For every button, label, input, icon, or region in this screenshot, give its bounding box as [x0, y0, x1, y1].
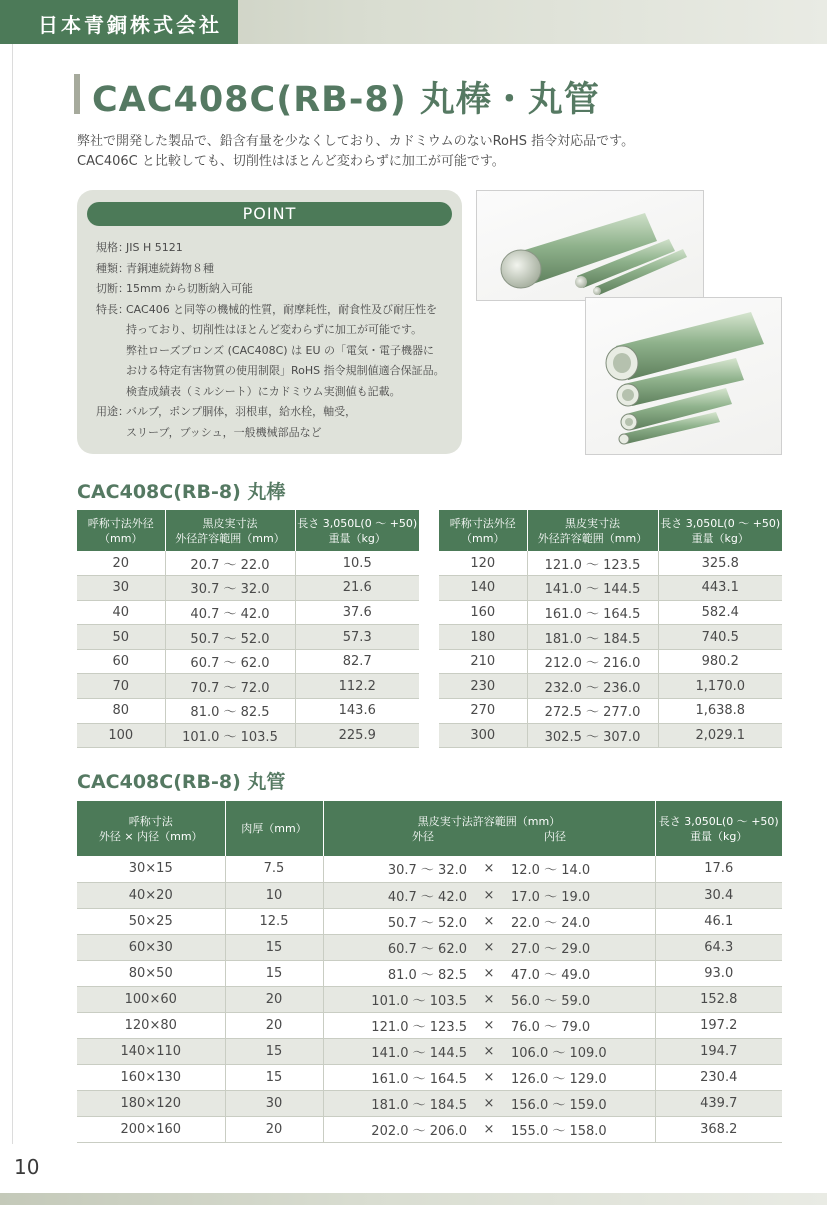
cell-od-range: 40.7 ～ 42.0: [387, 889, 467, 905]
cell-nominal-od: 30: [77, 576, 165, 601]
point-row: [96, 279, 456, 300]
col-actual-od-range: 黒皮実寸法 外径許容範囲（mm）: [165, 510, 295, 551]
point-row: [96, 402, 456, 423]
pipe-table: [77, 801, 782, 1143]
cell-weight: 112.2: [295, 674, 419, 699]
cell-nominal-size: 140×110: [77, 1038, 225, 1064]
table-row: [77, 960, 782, 986]
cell-id-range: 56.0 ～ 59.0: [511, 993, 591, 1009]
cell-od-range: 181.0 ～ 184.5: [371, 1097, 467, 1113]
bar-table-left: [77, 510, 419, 748]
intro-text: [77, 132, 777, 172]
point-row: [96, 341, 456, 362]
point-row: [96, 259, 456, 280]
point-row-label: [96, 423, 126, 444]
cell-weight: 37.6: [295, 600, 419, 625]
cell-weight: 443.1: [658, 576, 782, 601]
point-row: [96, 238, 456, 259]
table-row: [439, 600, 782, 625]
point-row-label: [96, 341, 126, 362]
cell-nominal-size: 80×50: [77, 960, 225, 986]
cell-od-range: 212.0 ～ 216.0: [527, 649, 658, 674]
cell-id-range: 47.0 ～ 49.0: [511, 967, 591, 983]
cell-weight: 10.5: [295, 551, 419, 576]
company-name: 日本青銅株式会社: [38, 13, 222, 37]
bronze-pipes-image: [586, 298, 782, 455]
cell-nominal-size: 120×80: [77, 1012, 225, 1038]
page-title: CAC408C(RB-8) 丸棒・丸管: [92, 80, 600, 120]
cell-tolerance-range: [323, 1012, 655, 1038]
point-row-text: 青銅連続鋳物８種: [126, 261, 214, 275]
cell-tolerance-range: [323, 1090, 655, 1116]
cell-weight: 17.6: [655, 856, 782, 882]
cell-od-range: 50.7 ～ 52.0: [165, 625, 295, 650]
cell-nominal-size: 160×130: [77, 1064, 225, 1090]
cell-wall: 20: [225, 1012, 323, 1038]
table-row: [77, 1090, 782, 1116]
cell-id-range: 17.0 ～ 19.0: [511, 889, 591, 905]
cell-id-range: 126.0 ～ 129.0: [511, 1071, 607, 1087]
table-row: [77, 1116, 782, 1142]
point-row-label: 規格：: [96, 241, 129, 254]
cell-wall: 30: [225, 1090, 323, 1116]
cell-tolerance-range: [323, 1038, 655, 1064]
point-row-text: 検査成績表（ミルシート）にカドミウム実測値も記載。: [126, 384, 401, 398]
point-row-text: CAC406 と同等の機械的性質，耐摩耗性，耐食性及び耐圧性を: [126, 302, 438, 316]
bar-table-left-header: [77, 510, 419, 551]
point-row-label: 種類：: [96, 261, 129, 275]
cell-wall: 7.5: [225, 856, 323, 882]
table-row: [439, 674, 782, 699]
cell-tolerance-range: [323, 882, 655, 908]
cell-nominal-od: 140: [439, 576, 527, 601]
cell-nominal-size: 180×120: [77, 1090, 225, 1116]
cell-nominal-od: 100: [77, 723, 165, 748]
point-row: [96, 300, 456, 321]
cell-od-range: 60.7 ～ 62.0: [165, 649, 295, 674]
point-row-label: 特長：: [96, 302, 129, 316]
cell-times: ×: [483, 887, 495, 903]
cell-od-range: 141.0 ～ 144.5: [371, 1045, 467, 1061]
point-row-text: 弊社ローズブロンズ (CAC408C) は EU の「電気・電子機器に: [126, 343, 435, 357]
cell-nominal-od: 20: [77, 551, 165, 576]
cell-weight: 64.3: [655, 934, 782, 960]
bar-table-right-header: [439, 510, 782, 551]
cell-nominal-od: 40: [77, 600, 165, 625]
cell-od-range: 30.7 ～ 32.0: [165, 576, 295, 601]
bronze-bars-image: [477, 191, 704, 301]
point-row-label: 切断：: [96, 282, 129, 295]
cell-weight: 582.4: [658, 600, 782, 625]
cell-od-range: 232.0 ～ 236.0: [527, 674, 658, 699]
cell-id-range: 27.0 ～ 29.0: [511, 941, 591, 957]
cell-times: ×: [483, 1069, 495, 1085]
cell-nominal-od: 180: [439, 625, 527, 650]
table-row: [77, 723, 419, 748]
col-nominal-od: 呼称寸法外径 （mm）: [439, 510, 527, 551]
cell-nominal-size: 30×15: [77, 856, 225, 882]
cell-weight: 197.2: [655, 1012, 782, 1038]
cell-od-range: 161.0 ～ 164.5: [527, 600, 658, 625]
bar-table-right: [439, 510, 782, 748]
cell-od-range: 121.0 ～ 123.5: [527, 551, 658, 576]
cell-nominal-size: 200×160: [77, 1116, 225, 1142]
table-row: [77, 551, 419, 576]
cell-wall: 15: [225, 934, 323, 960]
company-banner: [0, 0, 238, 44]
cell-wall: 20: [225, 986, 323, 1012]
cell-nominal-size: 40×20: [77, 882, 225, 908]
cell-times: ×: [483, 991, 495, 1007]
table-row: [77, 1012, 782, 1038]
col-weight: 長さ 3,050L(0 ～ +50) 重量（kg）: [658, 510, 782, 551]
page-number: 10: [14, 1155, 40, 1179]
cell-od-range: 302.5 ～ 307.0: [527, 723, 658, 748]
cell-od-range: 30.7 ～ 32.0: [387, 863, 467, 879]
cell-id-range: 106.0 ～ 109.0: [511, 1045, 607, 1061]
point-row-label: [96, 382, 126, 403]
cell-od-range: 181.0 ～ 184.5: [527, 625, 658, 650]
cell-weight: 225.9: [295, 723, 419, 748]
col-weight: 長さ 3,050L(0 ～ +50) 重量（kg）: [655, 801, 782, 856]
table-row: [439, 699, 782, 724]
intro-line-2: CAC406C と比較しても、切削性はほとんど変わらずに加工が可能です。: [77, 154, 505, 169]
table-row: [77, 908, 782, 934]
cell-tolerance-range: [323, 856, 655, 882]
cell-weight: 143.6: [295, 699, 419, 724]
col-weight: 長さ 3,050L(0 ～ +50) 重量（kg）: [295, 510, 419, 551]
cell-weight: 1,170.0: [658, 674, 782, 699]
table-row: [77, 856, 782, 882]
point-box: [77, 190, 462, 454]
cell-tolerance-range: [323, 934, 655, 960]
col-nominal-od: 呼称寸法外径 （mm）: [77, 510, 165, 551]
cell-times: ×: [483, 939, 495, 955]
col-actual-od-range: 黒皮実寸法 外径許容範囲（mm）: [527, 510, 658, 551]
cell-weight: 980.2: [658, 649, 782, 674]
point-row: [96, 423, 456, 444]
cell-tolerance-range: [323, 960, 655, 986]
cell-id-range: 22.0 ～ 24.0: [511, 915, 591, 931]
table-row: [439, 649, 782, 674]
intro-line-1: 弊社で開発した製品で、鉛含有量を少なくしており、カドミウムのないRoHS 指令対応品です。: [77, 134, 635, 149]
cell-nominal-od: 210: [439, 649, 527, 674]
bar-photo: [476, 190, 704, 301]
table-row: [77, 625, 419, 650]
cell-od-range: 121.0 ～ 123.5: [371, 1019, 467, 1035]
cell-id-range: 156.0 ～ 159.0: [511, 1097, 607, 1113]
point-row-text: 持っており、切削性はほとんど変わらずに加工が可能です。: [126, 323, 423, 336]
cell-od-range: 40.7 ～ 42.0: [165, 600, 295, 625]
cell-wall: 15: [225, 1064, 323, 1090]
cell-weight: 439.7: [655, 1090, 782, 1116]
cell-times: ×: [483, 861, 495, 877]
table-row: [439, 723, 782, 748]
point-row-label: [96, 320, 126, 341]
table-row: [77, 1064, 782, 1090]
pipe-photo: [585, 297, 782, 455]
bar-section-title: CAC408C(RB-8) 丸棒: [77, 481, 286, 503]
cell-id-range: 12.0 ～ 14.0: [511, 863, 591, 879]
table-row: [77, 934, 782, 960]
cell-nominal-od: 80: [77, 699, 165, 724]
cell-weight: 368.2: [655, 1116, 782, 1142]
cell-tolerance-range: [323, 908, 655, 934]
table-row: [439, 576, 782, 601]
cell-od-range: 20.7 ～ 22.0: [165, 551, 295, 576]
col-tolerance-range: 黒皮実寸法許容範囲（mm） 外径 内径: [323, 801, 655, 856]
point-row: [96, 361, 456, 382]
cell-times: ×: [483, 1121, 495, 1137]
cell-nominal-od: 120: [439, 551, 527, 576]
cell-od-range: 101.0 ～ 103.5: [165, 723, 295, 748]
cell-nominal-od: 60: [77, 649, 165, 674]
cell-weight: 82.7: [295, 649, 419, 674]
cell-od-range: 161.0 ～ 164.5: [371, 1071, 467, 1087]
cell-weight: 21.6: [295, 576, 419, 601]
cell-nominal-od: 50: [77, 625, 165, 650]
cell-weight: 194.7: [655, 1038, 782, 1064]
point-heading: POINT: [87, 202, 452, 226]
cell-weight: 93.0: [655, 960, 782, 986]
cell-tolerance-range: [323, 986, 655, 1012]
cell-nominal-size: 50×25: [77, 908, 225, 934]
point-row: [96, 320, 456, 341]
table-row: [77, 986, 782, 1012]
point-row-text: バルブ，ポンプ胴体，羽根車，給水栓，軸受，: [126, 405, 357, 418]
table-row: [77, 699, 419, 724]
point-row-text: JIS H 5121: [126, 241, 183, 254]
cell-id-range: 76.0 ～ 79.0: [511, 1019, 591, 1035]
cell-wall: 15: [225, 960, 323, 986]
cell-weight: 230.4: [655, 1064, 782, 1090]
cell-tolerance-range: [323, 1064, 655, 1090]
cell-id-range: 155.0 ～ 158.0: [511, 1123, 607, 1139]
point-row-label: [96, 361, 126, 382]
cell-nominal-size: 100×60: [77, 986, 225, 1012]
table-row: [77, 674, 419, 699]
table-row: [77, 649, 419, 674]
cell-od-range: 81.0 ～ 82.5: [165, 699, 295, 724]
cell-wall: 20: [225, 1116, 323, 1142]
cell-times: ×: [483, 965, 495, 981]
point-row-label: 用途：: [96, 405, 129, 418]
title-marker: [74, 74, 80, 114]
cell-wall: 10: [225, 882, 323, 908]
cell-weight: 1,638.8: [658, 699, 782, 724]
point-row-text: おける特定有害物質の使用制限」RoHS 指令規制値適合保証品。: [126, 364, 445, 377]
table-row: [77, 882, 782, 908]
cell-times: ×: [483, 1017, 495, 1033]
cell-weight: 57.3: [295, 625, 419, 650]
cell-nominal-od: 230: [439, 674, 527, 699]
point-row: [96, 382, 456, 403]
pipe-section-title: CAC408C(RB-8) 丸管: [77, 771, 286, 793]
cell-weight: 740.5: [658, 625, 782, 650]
table-row: [439, 625, 782, 650]
cell-nominal-od: 160: [439, 600, 527, 625]
cell-weight: 325.8: [658, 551, 782, 576]
cell-times: ×: [483, 913, 495, 929]
cell-od-range: 81.0 ～ 82.5: [387, 967, 467, 983]
pipe-table-header: [77, 801, 782, 856]
point-row-text: 15mm から切断納入可能: [126, 282, 253, 295]
cell-nominal-od: 300: [439, 723, 527, 748]
cell-od-range: 272.5 ～ 277.0: [527, 699, 658, 724]
cell-weight: 30.4: [655, 882, 782, 908]
cell-od-range: 202.0 ～ 206.0: [371, 1123, 467, 1139]
table-row: [77, 1038, 782, 1064]
cell-tolerance-range: [323, 1116, 655, 1142]
cell-times: ×: [483, 1095, 495, 1111]
cell-times: ×: [483, 1043, 495, 1059]
cell-od-range: 50.7 ～ 52.0: [387, 915, 467, 931]
cell-wall: 15: [225, 1038, 323, 1064]
table-row: [439, 551, 782, 576]
footer-bar: [0, 1193, 827, 1205]
col-wall-thickness: 肉厚（mm）: [225, 801, 323, 856]
table-row: [77, 576, 419, 601]
cell-weight: 152.8: [655, 986, 782, 1012]
point-row-text: スリーブ，ブッシュ，一般機械部品など: [126, 425, 322, 439]
cell-od-range: 101.0 ～ 103.5: [371, 993, 467, 1009]
cell-od-range: 141.0 ～ 144.5: [527, 576, 658, 601]
left-rule: [12, 44, 13, 1144]
cell-weight: 2,029.1: [658, 723, 782, 748]
point-list: [96, 238, 456, 443]
cell-nominal-od: 70: [77, 674, 165, 699]
table-row: [77, 600, 419, 625]
cell-wall: 12.5: [225, 908, 323, 934]
cell-od-range: 70.7 ～ 72.0: [165, 674, 295, 699]
cell-weight: 46.1: [655, 908, 782, 934]
cell-od-range: 60.7 ～ 62.0: [387, 941, 467, 957]
col-nominal-size: 呼称寸法 外径 × 内径（mm）: [77, 801, 225, 856]
cell-nominal-size: 60×30: [77, 934, 225, 960]
cell-nominal-od: 270: [439, 699, 527, 724]
